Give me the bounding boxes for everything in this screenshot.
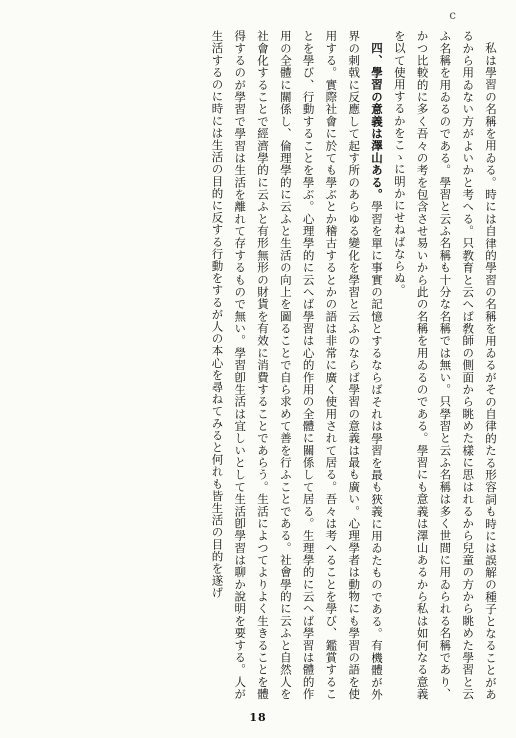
paragraph-1: 私は學習の名稱を用ゐる。時には自律的學習の名稱を用ゐるがその自律的たる形容詞も時には誤解の種子となることがあるから用ゐない方がよいかと考へる。只教育と云へば敎師の側面から眺めた樣に思はれるから兒童の方から眺めた學習と云ふ名稱を用ゐるのである。學習と云ふ名稱も十分な名稱では無い。只學習と云ふ名稱は多く世間に用ゐられる名稱であり、かつ比較的に多く吾々の考を包含させ易いから此の名稱を用ゐるのである。學習にも意義は澤山あるから私は如何なる意義を以て使用するかをこゝに明かにせねばならぬ。 <box>392 30 498 700</box>
paragraph-2 <box>206 30 388 700</box>
section-heading: 四、學習の意義は澤山ある。 <box>370 41 385 201</box>
body-text <box>12 30 502 700</box>
paragraph-2-text: 學習を單に事實の記憶とするならばそれは學習を最も狹義に用ゐたものである。有機體が外界の刺戟に反應して起す所のあらゆる變化を學習と云ふのならば學習の意義は最も廣い。心理學者は動物にも學習の語を使用する。實際社會に於ても學ぶとか稽古するとかの語は非常に廣く使用されて居る。吾々は考へることを學び、鑑賞することを學び、行動することを學ぶ。心理學的に云へば學習は心的作用の全體に關係して居る。生理學的に云へば學習は體的作用の全體に關係し、倫理學的に云ふと生活の向上を圖ることで自ら求めて善を行ふことである。社會學的に云ふと自然人を社會化することで經濟學的に云ふと有形無形の財貨を有效に消費することであらう。生活によつてよりよく生きることを體得するのが學習で學習は生活を離れて存するもので無い。學習卽生活は宜しいとして生活卽學習は聊か說明を要する。人が生活するのに時には生活の目的に反する行動をするが人の本心を尋ねてみると何れも皆生活の目的を遂げ <box>210 30 385 700</box>
corner-mark: c <box>449 8 456 22</box>
page-number: 18 <box>249 711 267 724</box>
